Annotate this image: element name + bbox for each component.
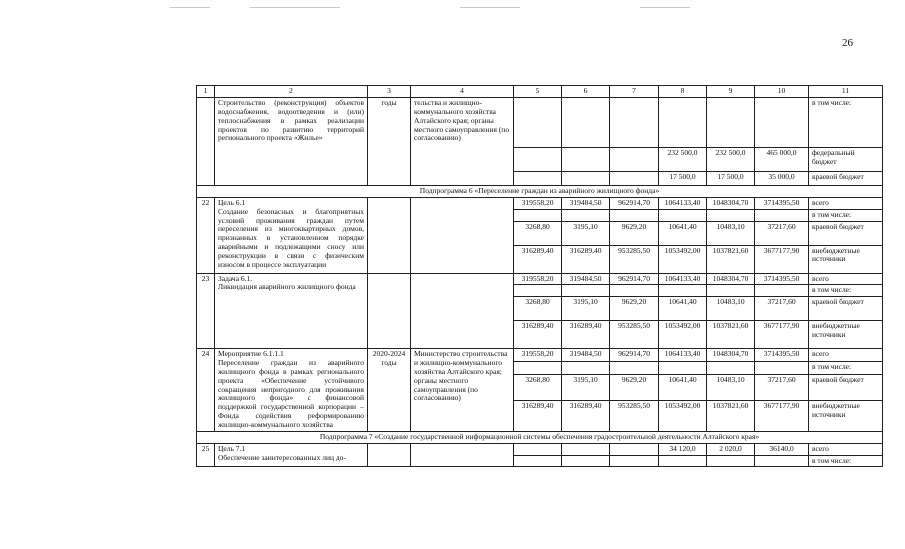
source-cell: в том числе: [809, 209, 883, 221]
scan-artifact-line [250, 7, 340, 8]
value-cell: 9629,20 [610, 297, 659, 321]
value-cell: 17 500,0 [659, 172, 707, 186]
value-cell: 10483,10 [707, 297, 755, 321]
col-header: 8 [659, 86, 707, 98]
value-cell: 1037821,60 [707, 321, 755, 349]
subprogram-title: Подпрограмма 7 «Создание государственной информационной системы обеспечения градостроительной деятельности Алтайского края» [197, 431, 883, 443]
value-cell: 9629,20 [610, 221, 659, 245]
row-number-cell: 25 [197, 443, 215, 467]
value-cell: 3195,10 [562, 297, 610, 321]
source-cell: всего [809, 349, 883, 362]
activity-name-cell: Строительство (реконструкция) объектов водоснабжения, водоотведения и (или) теплоснабжения в рамках реализации проектов по развитию территорий регионального проекта «Жилье» [215, 98, 368, 186]
source-cell: краевой бюджет [809, 221, 883, 245]
value-cell: 465 000,0 [755, 148, 809, 172]
value-cell: 10641,40 [659, 375, 707, 401]
source-cell: в том числе: [809, 98, 883, 148]
value-cell: 1064133,40 [659, 273, 707, 285]
value-cell: 37217,60 [755, 375, 809, 401]
value-cell: 1064133,40 [659, 349, 707, 362]
value-cell: 3195,10 [562, 221, 610, 245]
term-cell: годы [368, 98, 411, 186]
value-cell: 316289,40 [514, 245, 562, 273]
value-cell: 1053492,00 [659, 401, 707, 432]
table-row [197, 273, 883, 285]
table-row [197, 98, 883, 148]
row-number-cell: 22 [197, 197, 215, 273]
source-cell: внебюджетные источники [809, 245, 883, 273]
value-cell [755, 98, 809, 148]
value-cell: 316289,40 [514, 321, 562, 349]
value-cell: 316289,40 [514, 401, 562, 432]
source-cell: в том числе: [809, 455, 883, 467]
value-cell [707, 98, 755, 148]
scan-artifact-line [640, 7, 690, 8]
col-header: 6 [562, 86, 610, 98]
table-row [197, 443, 883, 455]
value-cell: 953285,50 [610, 401, 659, 432]
program-table [196, 85, 883, 467]
value-cell: 17 500,0 [707, 172, 755, 186]
value-cell: 319484,50 [562, 197, 610, 209]
activity-name-cell: Мероприятие 6.1.1.1 Переселение граждан из аварийного жилищного фонда в рамках регионального проекта «Обеспечение устойчивого сокращения непригодного для проживания жилищного фонда» с финансовой поддержкой государственной корпорации – Фонда содействия реформированию жилищно-коммунального хозяйства [215, 349, 368, 432]
value-cell: 319558,20 [514, 273, 562, 285]
source-cell: краевой бюджет [809, 172, 883, 186]
term-cell: 2020-2024 годы [368, 349, 411, 432]
row-number-cell [197, 98, 215, 186]
value-cell: 3268,80 [514, 297, 562, 321]
value-cell: 37217,60 [755, 297, 809, 321]
table-row [197, 349, 883, 362]
activity-name-cell: Цель 6.1 Создание безопасных и благоприятных условий проживания граждан путем переселения из многоквартирных домов, признанных в установленном порядке аварийными и подлежащими сносу или реконструкции в связи с физическим износом в процессе эксплуатации [215, 197, 368, 273]
value-cell: 10641,40 [659, 297, 707, 321]
col-header: 2 [215, 86, 368, 98]
value-cell: 35 000,0 [755, 172, 809, 186]
value-cell: 1048304,70 [707, 349, 755, 362]
value-cell: 34 120,0 [659, 443, 707, 455]
value-cell: 319558,20 [514, 349, 562, 362]
value-cell: 10483,10 [707, 221, 755, 245]
subprogram-row [197, 186, 883, 198]
subprogram-row [197, 431, 883, 443]
value-cell: 1064133,40 [659, 197, 707, 209]
source-cell: всего [809, 197, 883, 209]
value-cell: 10483,10 [707, 375, 755, 401]
activity-name-cell: Задача 6.1. Ликвидация аварийного жилищного фонда [215, 273, 368, 349]
col-header: 1 [197, 86, 215, 98]
value-cell: 316289,40 [562, 321, 610, 349]
value-cell: 953285,50 [610, 321, 659, 349]
subprogram-title: Подпрограмма 6 «Переселение граждан из аварийного жилищного фонда» [197, 186, 883, 198]
value-cell: 962914,70 [610, 349, 659, 362]
value-cell: 3677177,90 [755, 245, 809, 273]
source-cell: внебюджетные источники [809, 401, 883, 432]
value-cell: 232 500,0 [707, 148, 755, 172]
col-header: 3 [368, 86, 411, 98]
value-cell: 319484,50 [562, 273, 610, 285]
value-cell: 10641,40 [659, 221, 707, 245]
value-cell: 319484,50 [562, 349, 610, 362]
value-cell: 3268,80 [514, 221, 562, 245]
source-cell: всего [809, 273, 883, 285]
source-cell: в том числе: [809, 362, 883, 375]
value-cell: 37217,60 [755, 221, 809, 245]
value-cell: 953285,50 [610, 245, 659, 273]
source-cell: всего [809, 443, 883, 455]
value-cell: 3268,80 [514, 375, 562, 401]
value-cell: 36140,0 [755, 443, 809, 455]
value-cell: 3195,10 [562, 375, 610, 401]
value-cell: 319558,20 [514, 197, 562, 209]
table-row [197, 197, 883, 209]
value-cell: 3714395,50 [755, 349, 809, 362]
value-cell: 1053492,00 [659, 245, 707, 273]
value-cell: 3714395,50 [755, 197, 809, 209]
source-cell: федеральный бюджет [809, 148, 883, 172]
scan-artifact-line [460, 7, 520, 8]
value-cell: 1048304,70 [707, 273, 755, 285]
value-cell: 9629,20 [610, 375, 659, 401]
value-cell: 1053492,00 [659, 321, 707, 349]
col-header: 9 [707, 86, 755, 98]
col-header: 10 [755, 86, 809, 98]
value-cell: 2 020,0 [707, 443, 755, 455]
value-cell: 3714395,50 [755, 273, 809, 285]
value-cell: 232 500,0 [659, 148, 707, 172]
scan-artifact-line [170, 7, 210, 8]
value-cell: 3677177,90 [755, 401, 809, 432]
executor-cell: тельства и жилищно-коммунального хозяйства Алтайского края; органы местного самоуправления (по согласованию) [411, 98, 514, 186]
source-cell: краевой бюджет [809, 297, 883, 321]
col-header: 7 [610, 86, 659, 98]
header-row [197, 86, 883, 98]
value-cell: 3677177,90 [755, 321, 809, 349]
value-cell: 316289,40 [562, 245, 610, 273]
row-number-cell: 23 [197, 273, 215, 349]
page-number: 26 [842, 37, 853, 49]
source-cell: внебюджетные источники [809, 321, 883, 349]
source-cell: в том числе: [809, 285, 883, 297]
value-cell [659, 98, 707, 148]
col-header: 11 [809, 86, 883, 98]
value-cell: 1037821,60 [707, 245, 755, 273]
executor-cell: Министерство строительства и жилищно-коммунального хозяйства Алтайского края; органы местного самоуправления (по согласованию) [411, 349, 514, 432]
col-header: 4 [411, 86, 514, 98]
value-cell: 962914,70 [610, 273, 659, 285]
value-cell: 316289,40 [562, 401, 610, 432]
col-header: 5 [514, 86, 562, 98]
value-cell: 962914,70 [610, 197, 659, 209]
activity-name-cell: Цель 7.1 Обеспечение заинтересованных лиц до- [215, 443, 368, 467]
value-cell: 1048304,70 [707, 197, 755, 209]
source-cell: краевой бюджет [809, 375, 883, 401]
value-cell: 1037821,60 [707, 401, 755, 432]
row-number-cell: 24 [197, 349, 215, 432]
